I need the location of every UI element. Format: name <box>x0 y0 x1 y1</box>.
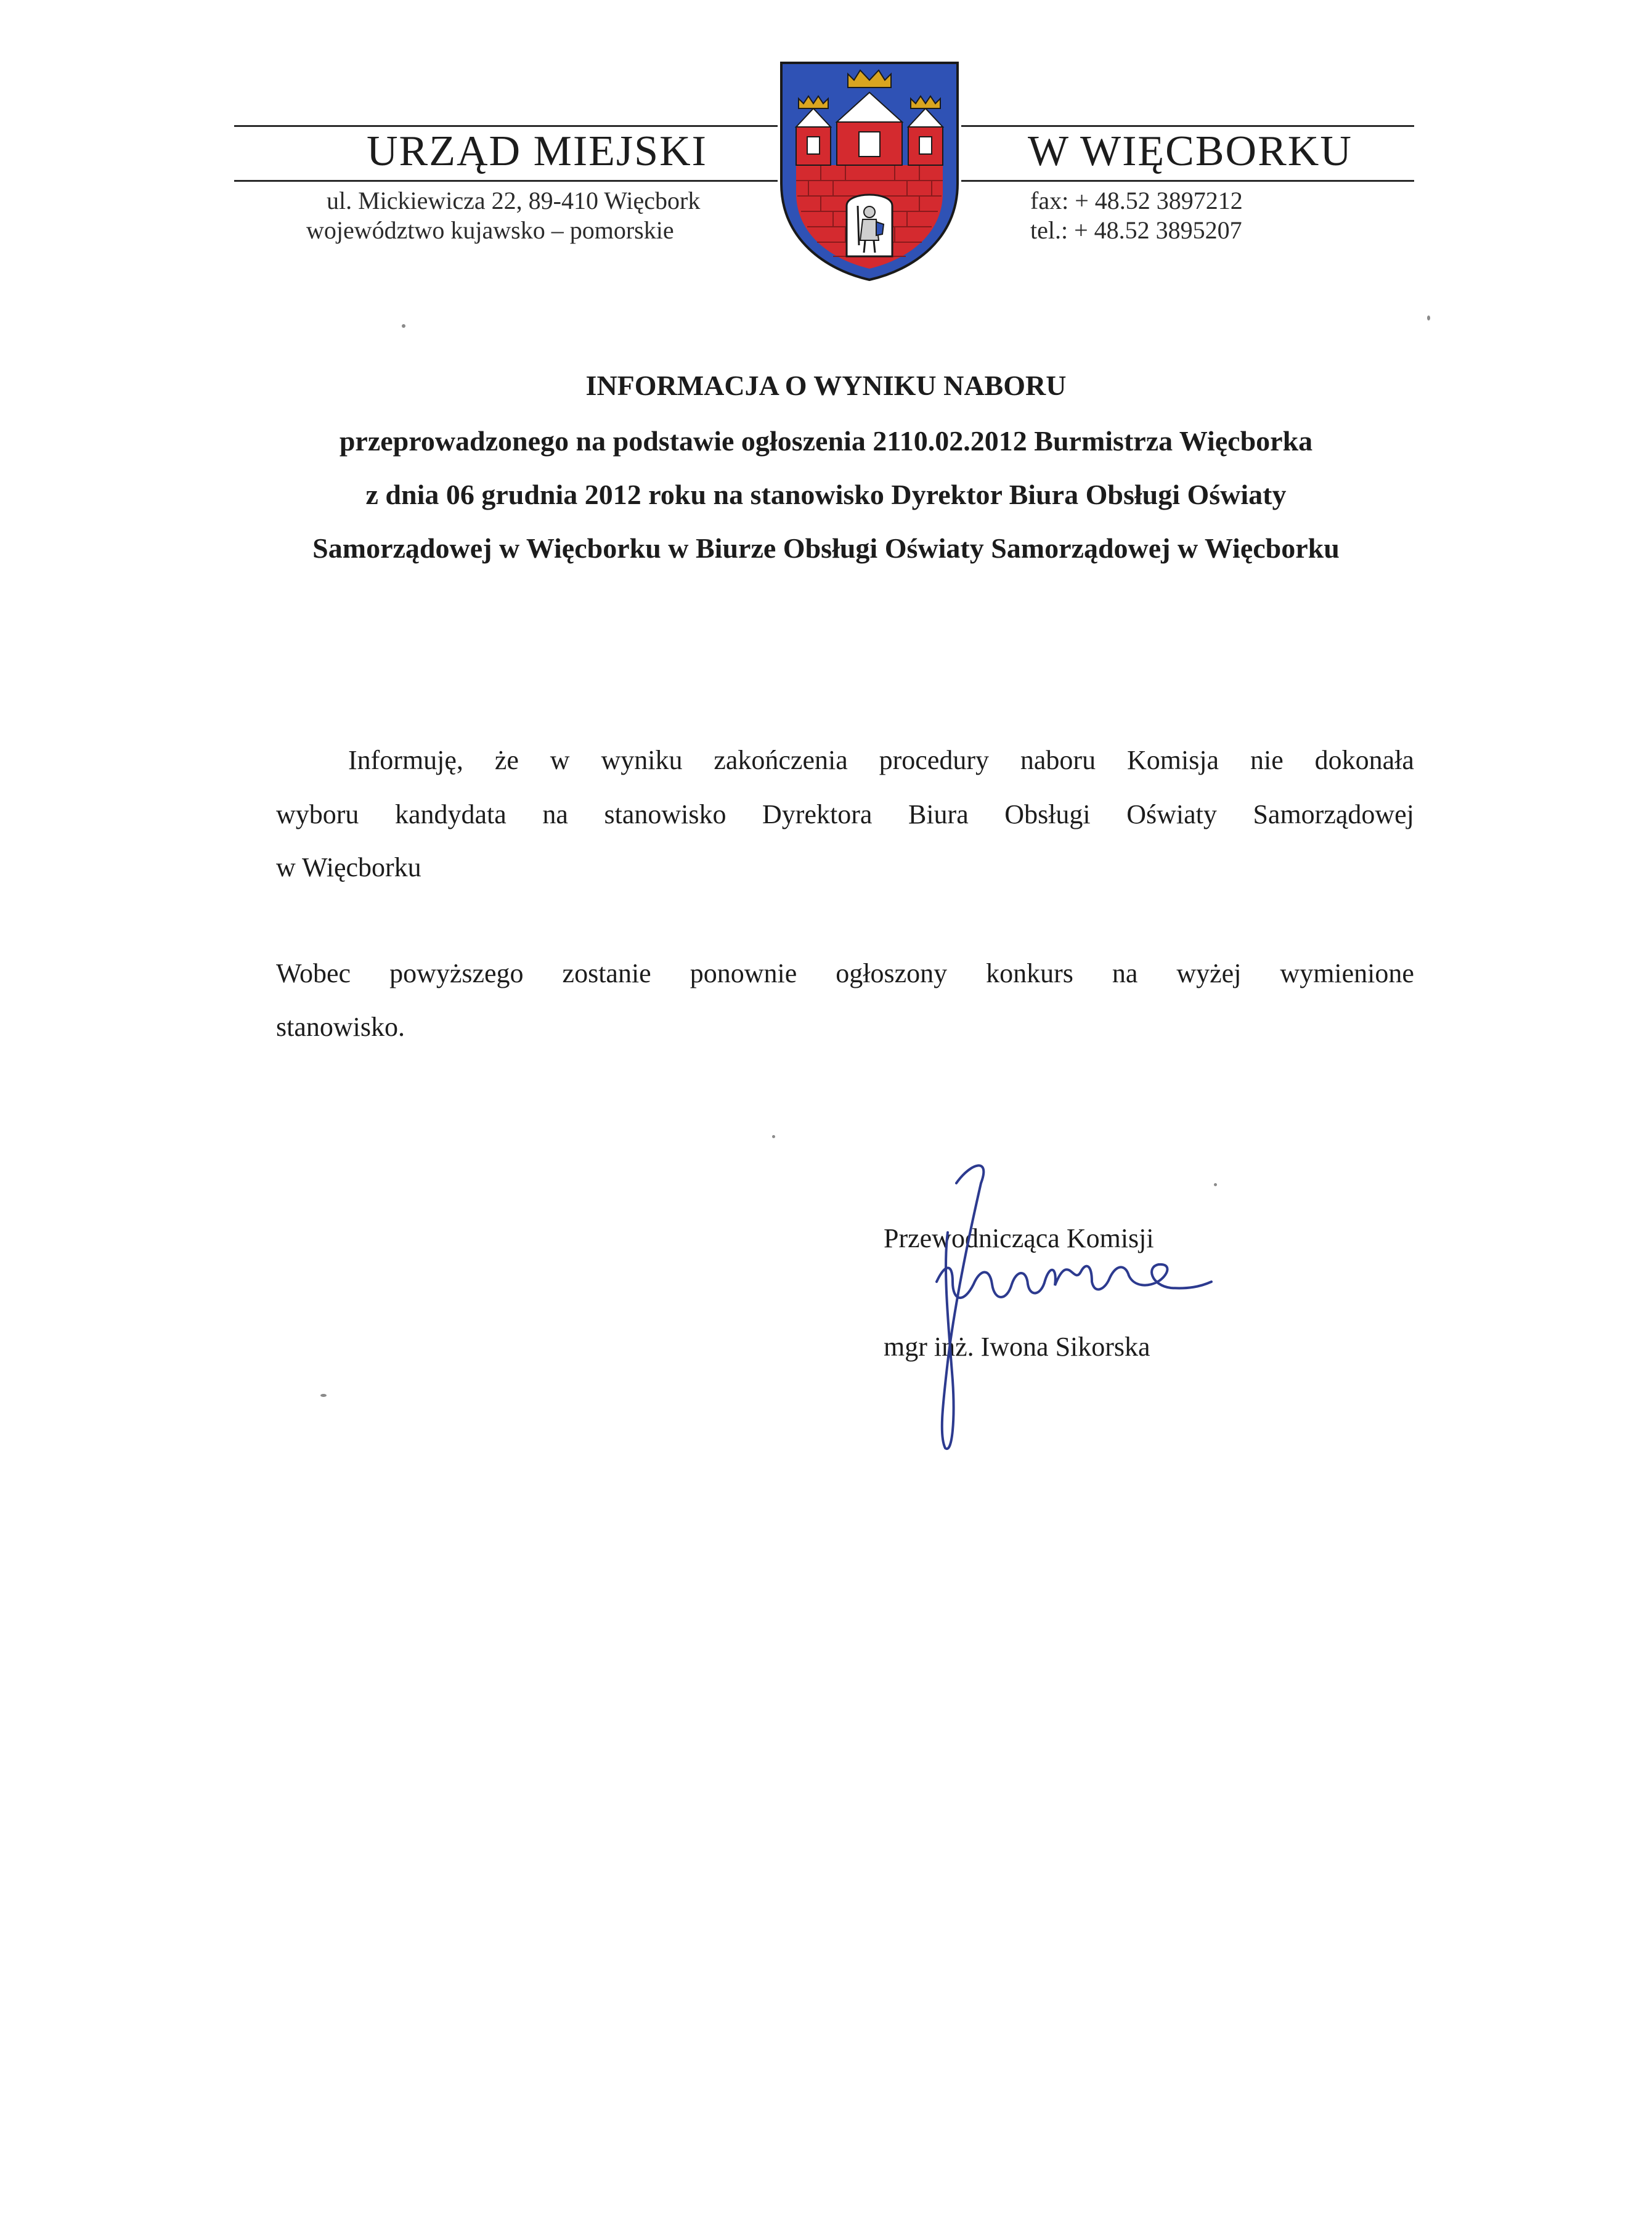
scan-speck <box>1214 1183 1217 1186</box>
word: dokonała <box>1314 745 1414 775</box>
word: konkurs <box>986 958 1073 988</box>
word: że <box>494 745 519 775</box>
word: powyższego <box>389 958 524 988</box>
word: naboru <box>1020 745 1096 775</box>
fax-number: fax: + 48.52 3897212 <box>1030 187 1243 214</box>
paragraph-1-line-3: w Więcborku <box>276 852 421 882</box>
address-region: województwo kujawsko – pomorskie <box>306 216 674 244</box>
word: kandydata <box>395 799 507 829</box>
scan-speck <box>1427 316 1430 320</box>
signatory-role: Przewodnicząca Komisji <box>884 1223 1154 1253</box>
title-line-3: z dnia 06 grudnia 2012 roku na stanowisko Dyrektor Biura Obsługi Oświaty <box>365 479 1287 510</box>
title-line-2: przeprowadzonego na podstawie ogłoszenia 2110.02.2012 Burmistrza Więcborka <box>339 425 1313 457</box>
paragraph-1-line-2 <box>276 797 1414 832</box>
word: wyniku <box>601 745 683 775</box>
word: Oświaty <box>1126 799 1217 829</box>
scan-speck <box>772 1135 775 1138</box>
word: Biura <box>908 799 969 829</box>
word: ogłoszony <box>836 958 948 988</box>
word: Dyrektora <box>762 799 873 829</box>
paragraph-2-line-1 <box>276 956 1414 991</box>
office-name-right: W WIĘCBORKU <box>1028 128 1353 175</box>
handwritten-signature-icon <box>912 1158 1232 1454</box>
word: na <box>1112 958 1138 988</box>
word: Samorządowej <box>1253 799 1414 829</box>
paragraph-1-line-1 <box>348 743 1414 778</box>
phone-number: tel.: + 48.52 3895207 <box>1030 216 1242 244</box>
word: wyżej <box>1176 958 1242 988</box>
word: na <box>542 799 568 829</box>
word: Wobec <box>276 958 351 988</box>
word: zostanie <box>562 958 651 988</box>
word: Informuję, <box>348 745 463 775</box>
word: stanowisko <box>604 799 726 829</box>
document-title: INFORMACJA O WYNIKU NABORU <box>585 370 1067 401</box>
coat-of-arms-icon <box>778 60 961 282</box>
scan-speck <box>402 324 405 328</box>
word: w <box>550 745 570 775</box>
word: wyboru <box>276 799 359 829</box>
paragraph-2-line-2: stanowisko. <box>276 1012 405 1042</box>
word: procedury <box>879 745 990 775</box>
word: zakończenia <box>714 745 848 775</box>
word: wymienione <box>1280 958 1414 988</box>
office-name-left: URZĄD MIEJSKI <box>367 128 707 175</box>
word: ponownie <box>690 958 797 988</box>
scan-speck <box>320 1394 327 1397</box>
word: nie <box>1250 745 1284 775</box>
title-line-4: Samorządowej w Więcborku w Biurze Obsługi Oświaty Samorządowej w Więcborku <box>312 532 1340 564</box>
word: Komisja <box>1126 745 1219 775</box>
signatory-name: mgr inż. Iwona Sikorska <box>884 1332 1150 1362</box>
address-street: ul. Mickiewicza 22, 89-410 Więcbork <box>327 187 701 214</box>
word: Obsługi <box>1004 799 1091 829</box>
